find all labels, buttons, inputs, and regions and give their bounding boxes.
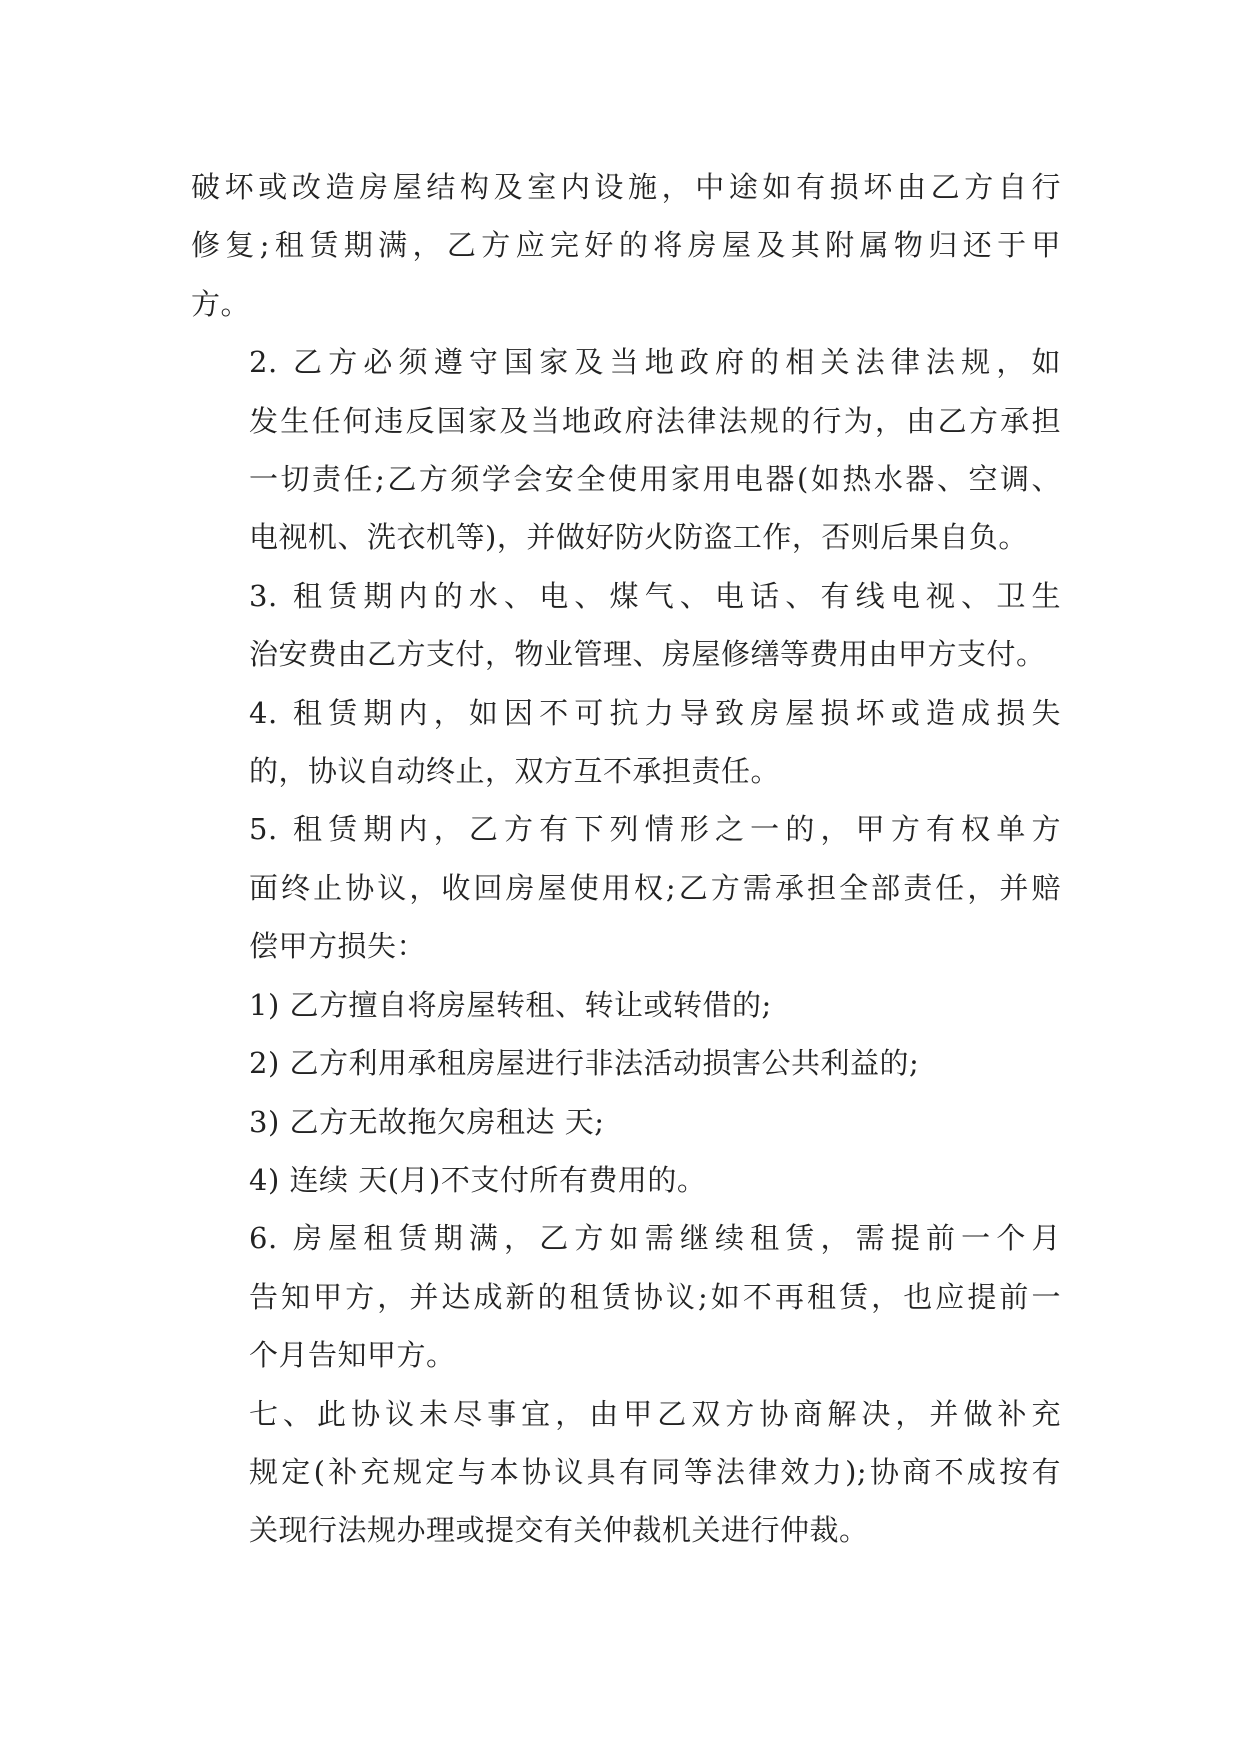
text-line: 电视机、洗衣机等)，并做好防火防盗工作，否则后果自负。 bbox=[249, 520, 1028, 555]
text-line: 6. 房屋租赁期满，乙方如需继续租赁，需提前一个月 bbox=[249, 1221, 1061, 1256]
paragraph-clause-4 bbox=[191, 684, 1061, 801]
paragraph-structure-damage bbox=[191, 158, 1061, 333]
list-item-unpaid-fees bbox=[191, 1151, 1061, 1209]
text-line: 3) 乙方无故拖欠房租达 天; bbox=[249, 1104, 605, 1139]
text-line: 4) 连续 天(月)不支付所有费用的。 bbox=[249, 1162, 707, 1197]
text-line: 偿甲方损失： bbox=[249, 929, 427, 964]
paragraph-clause-6 bbox=[191, 1209, 1061, 1384]
text-line: 修复;租赁期满，乙方应完好的将房屋及其附属物归还于甲 bbox=[191, 228, 1061, 263]
paragraph-clause-2 bbox=[191, 333, 1061, 567]
list-item-illegal-activity bbox=[191, 1034, 1061, 1092]
text-line: 面终止协议，收回房屋使用权;乙方需承担全部责任，并赔 bbox=[249, 870, 1061, 905]
text-line: 治安费由乙方支付，物业管理、房屋修缮等费用由甲方支付。 bbox=[249, 637, 1046, 672]
text-line: 破坏或改造房屋结构及室内设施，中途如有损坏由乙方自行 bbox=[191, 170, 1061, 204]
text-line: 七、此协议未尽事宜，由甲乙双方协商解决，并做补充 bbox=[249, 1396, 1061, 1431]
text-line: 的，协议自动终止，双方互不承担责任。 bbox=[249, 754, 781, 789]
text-line: 关现行法规办理或提交有关仲裁机关进行仲裁。 bbox=[249, 1513, 869, 1548]
paragraph-clause-3 bbox=[191, 567, 1061, 684]
text-line: 2. 乙方必须遵守国家及当地政府的相关法律法规，如 bbox=[249, 345, 1061, 380]
list-item-sublet bbox=[191, 976, 1061, 1034]
text-line: 一切责任;乙方须学会安全使用家用电器(如热水器、空调、 bbox=[249, 462, 1061, 497]
text-line: 方。 bbox=[191, 286, 251, 321]
text-line: 2) 乙方利用承租房屋进行非法活动损害公共利益的; bbox=[249, 1046, 920, 1081]
text-line: 规定(补充规定与本协议具有同等法律效力);协商不成按有 bbox=[249, 1454, 1061, 1489]
text-line: 5. 租赁期内，乙方有下列情形之一的，甲方有权单方 bbox=[249, 812, 1061, 847]
list-item-rent-arrears bbox=[191, 1093, 1061, 1151]
document-page bbox=[191, 158, 1061, 1560]
text-line: 3. 租赁期内的水、电、煤气、电话、有线电视、卫生 bbox=[249, 578, 1061, 613]
paragraph-clause-5 bbox=[191, 800, 1061, 975]
text-line: 发生任何违反国家及当地政府法律法规的行为，由乙方承担 bbox=[249, 403, 1061, 438]
text-line: 个月告知甲方。 bbox=[249, 1338, 456, 1373]
text-line: 告知甲方，并达成新的租赁协议;如不再租赁，也应提前一 bbox=[249, 1279, 1061, 1314]
text-line: 1) 乙方擅自将房屋转租、转让或转借的; bbox=[249, 987, 772, 1022]
paragraph-section-7 bbox=[191, 1385, 1061, 1560]
text-line: 4. 租赁期内，如因不可抗力导致房屋损坏或造成损失 bbox=[249, 695, 1061, 730]
